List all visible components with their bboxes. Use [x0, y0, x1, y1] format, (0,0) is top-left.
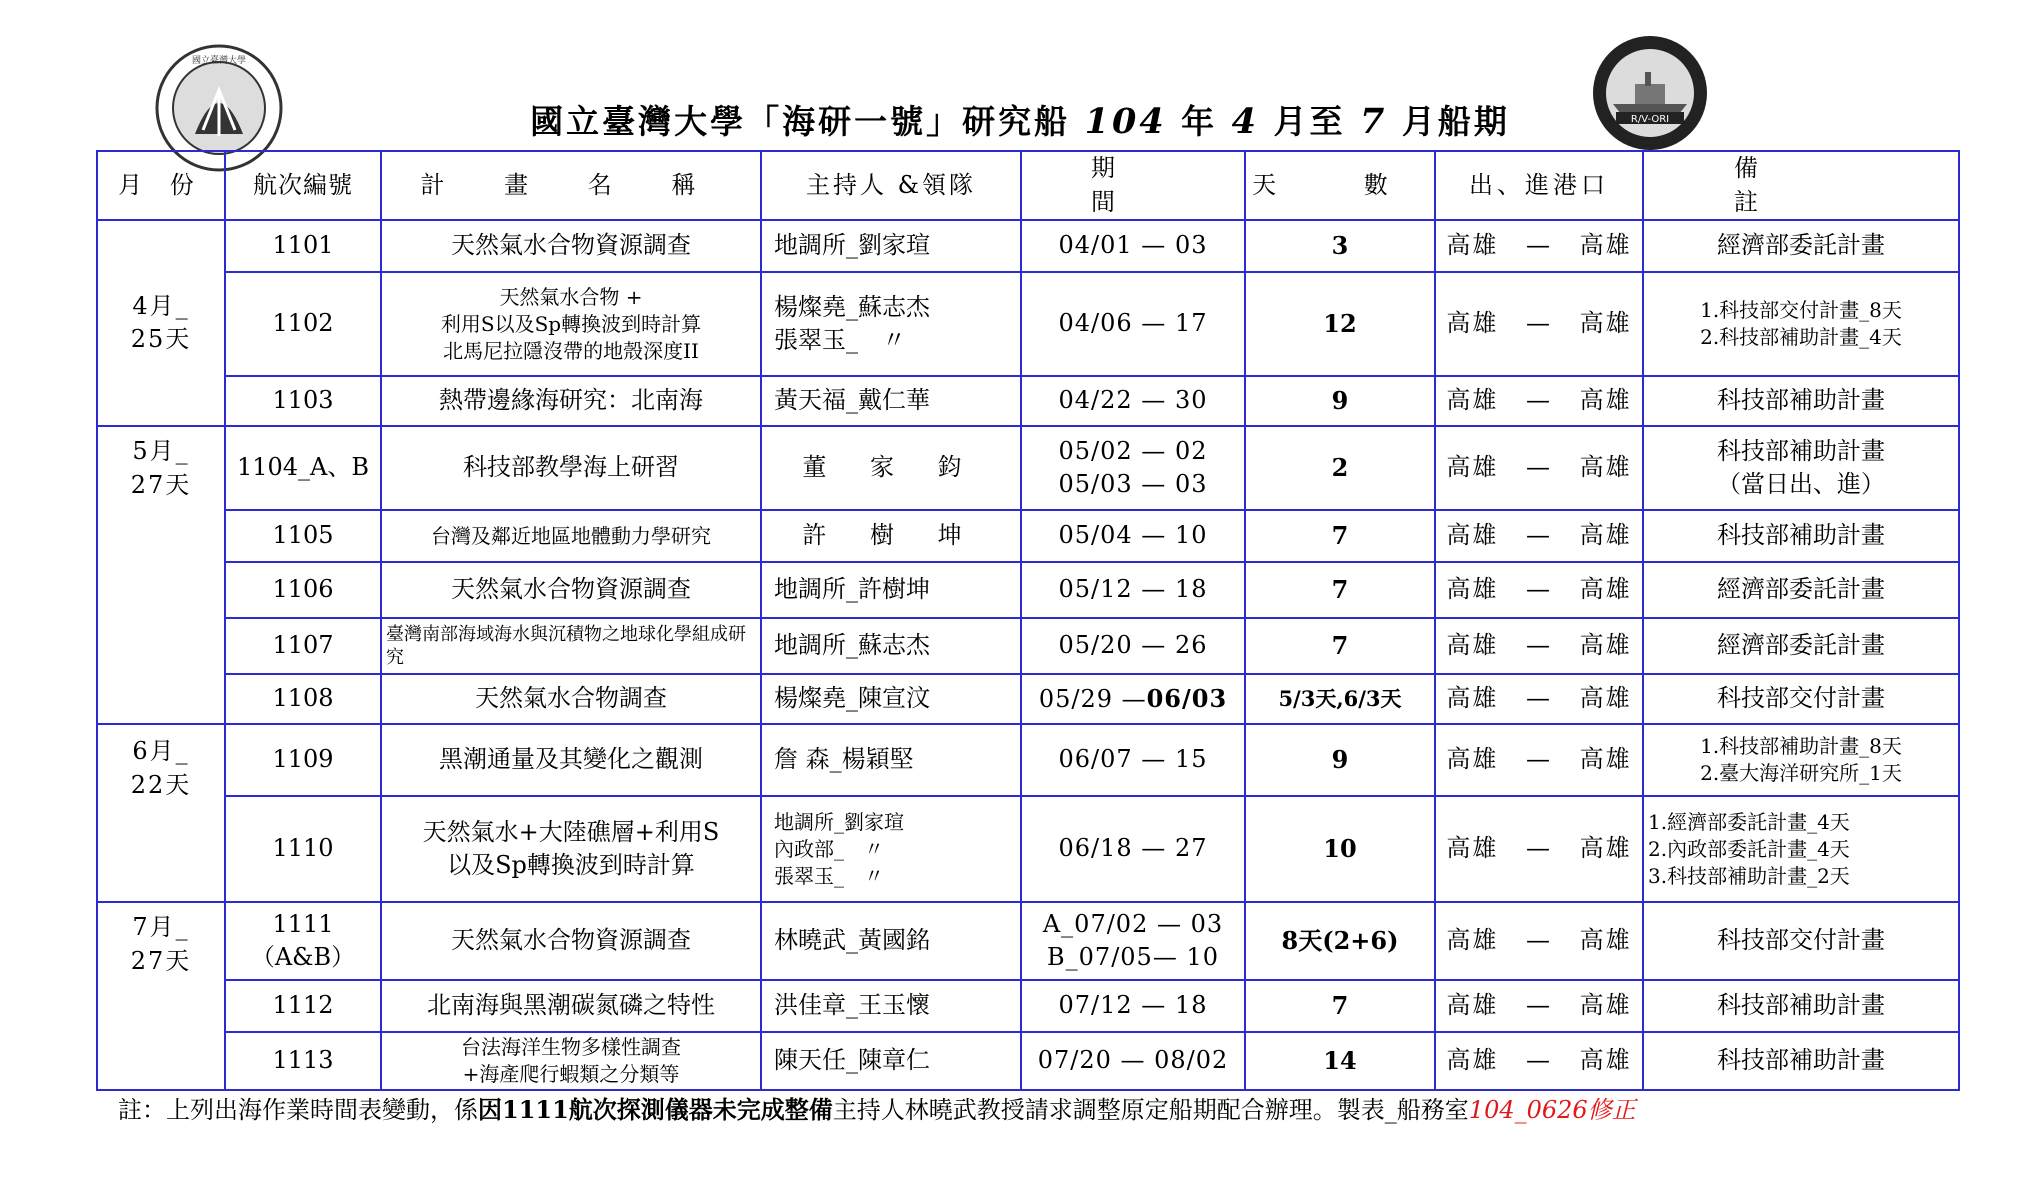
project-name: 天然氣水合物資源調查	[381, 902, 761, 980]
days: 12	[1245, 272, 1435, 376]
col-header-port: 出、進港口	[1435, 151, 1643, 220]
voyage-id: 1112	[225, 980, 381, 1032]
days: 3	[1245, 220, 1435, 272]
col-header-remarks: 備 註	[1643, 151, 1959, 220]
days: 9	[1245, 724, 1435, 796]
principal-investigator: 陳天任_陳章仁	[761, 1032, 1021, 1090]
col-header-pi: 主持人 &領隊	[761, 151, 1021, 220]
table-row	[97, 674, 1959, 724]
period: 05/12 — 18	[1021, 562, 1245, 618]
remarks: 1.科技部補助計畫_8天 2.臺大海洋研究所_1天	[1643, 724, 1959, 796]
principal-investigator: 許 樹 坤	[761, 510, 1021, 562]
remarks: 科技部補助計畫	[1643, 376, 1959, 426]
period: 07/20 — 08/02	[1021, 1032, 1245, 1090]
col-header-period: 期 間	[1021, 151, 1245, 220]
table-row	[97, 796, 1959, 902]
period: 04/01 — 03	[1021, 220, 1245, 272]
project-name: 臺灣南部海域海水與沉積物之地球化學組成研究	[381, 618, 761, 674]
voyage-id: 1108	[225, 674, 381, 724]
project-name: 熱帶邊緣海研究：北南海	[381, 376, 761, 426]
svg-text:國立臺灣大學: 國立臺灣大學	[191, 56, 247, 66]
voyage-id: 1110	[225, 796, 381, 902]
remarks: 科技部交付計畫	[1643, 674, 1959, 724]
principal-investigator: 地調所_劉家瑄 內政部_ 〃 張翠玉_ 〃	[761, 796, 1021, 902]
days: 8天(2+6)	[1245, 902, 1435, 980]
port: 高雄 — 高雄	[1435, 796, 1643, 902]
period: 05/29 —06/03	[1021, 674, 1245, 724]
period: 05/02 — 02 05/03 — 03	[1021, 426, 1245, 510]
voyage-id: 1107	[225, 618, 381, 674]
days: 10	[1245, 796, 1435, 902]
voyage-id: 1105	[225, 510, 381, 562]
principal-investigator: 楊燦堯_蘇志杰 張翠玉_ 〃	[761, 272, 1021, 376]
project-name: 天然氣水合物資源調查	[381, 562, 761, 618]
table-row	[97, 376, 1959, 426]
remarks: 科技部補助計畫	[1643, 1032, 1959, 1090]
days: 2	[1245, 426, 1435, 510]
principal-investigator: 地調所_劉家瑄	[761, 220, 1021, 272]
table-row	[97, 1032, 1959, 1090]
table-row	[97, 618, 1959, 674]
principal-investigator: 黃天福_戴仁華	[761, 376, 1021, 426]
port: 高雄 — 高雄	[1435, 426, 1643, 510]
month-cell: 6月_ 22天	[97, 724, 225, 902]
principal-investigator: 詹 森_楊穎堅	[761, 724, 1021, 796]
port: 高雄 — 高雄	[1435, 724, 1643, 796]
port: 高雄 — 高雄	[1435, 980, 1643, 1032]
voyage-id: 1109	[225, 724, 381, 796]
period: 04/06 — 17	[1021, 272, 1245, 376]
period: 04/22 — 30	[1021, 376, 1245, 426]
remarks: 科技部補助計畫	[1643, 980, 1959, 1032]
principal-investigator: 地調所_許樹坤	[761, 562, 1021, 618]
table-row	[97, 562, 1959, 618]
port: 高雄 — 高雄	[1435, 376, 1643, 426]
days: 14	[1245, 1032, 1435, 1090]
project-name: 天然氣水合物資源調查	[381, 220, 761, 272]
period: A_07/02 — 03 B_07/05— 10	[1021, 902, 1245, 980]
remarks: 1.經濟部委託計畫_4天 2.內政部委託計畫_4天 3.科技部補助計畫_2天	[1643, 796, 1959, 902]
principal-investigator: 楊燦堯_陳宣汶	[761, 674, 1021, 724]
voyage-id: 1101	[225, 220, 381, 272]
days: 7	[1245, 562, 1435, 618]
period: 06/07 — 15	[1021, 724, 1245, 796]
table-row	[97, 220, 1959, 272]
port: 高雄 — 高雄	[1435, 674, 1643, 724]
table-row	[97, 426, 1959, 510]
month-cell: 4月_ 25天	[97, 220, 225, 426]
days: 7	[1245, 618, 1435, 674]
project-name: 黑潮通量及其變化之觀測	[381, 724, 761, 796]
table-row	[97, 724, 1959, 796]
days: 9	[1245, 376, 1435, 426]
voyage-id: 1102	[225, 272, 381, 376]
port: 高雄 — 高雄	[1435, 220, 1643, 272]
voyage-id: 1111 （A&B）	[225, 902, 381, 980]
voyage-id: 1106	[225, 562, 381, 618]
principal-investigator: 林曉武_黃國銘	[761, 902, 1021, 980]
period: 06/18 — 27	[1021, 796, 1245, 902]
remarks: 科技部補助計畫 （當日出、進）	[1643, 426, 1959, 510]
table-row	[97, 980, 1959, 1032]
ship-schedule-table	[96, 150, 1960, 1091]
port: 高雄 — 高雄	[1435, 272, 1643, 376]
col-header-project: 計 畫 名 稱	[381, 151, 761, 220]
col-header-voyage-no: 航次編號	[225, 151, 381, 220]
project-name: 台灣及鄰近地區地體動力學研究	[381, 510, 761, 562]
remarks: 經濟部委託計畫	[1643, 562, 1959, 618]
principal-investigator: 董 家 鈞	[761, 426, 1021, 510]
footnote: 註：上列出海作業時間表變動，係因1111航次探測儀器未完成整備主持人林曉武教授請求調整原定船期配合辦理。製表_船務室104_0626修正	[118, 1095, 1636, 1124]
svg-text:R/V-ORI: R/V-ORI	[1630, 114, 1670, 125]
remarks: 科技部交付計畫	[1643, 902, 1959, 980]
days: 7	[1245, 510, 1435, 562]
principal-investigator: 洪佳章_王玉懷	[761, 980, 1021, 1032]
table-row	[97, 902, 1959, 980]
table-row	[97, 272, 1959, 376]
project-name: 天然氣水+大陸礁層+利用S 以及Sp轉換波到時計算	[381, 796, 761, 902]
remarks: 經濟部委託計畫	[1643, 618, 1959, 674]
remarks: 科技部補助計畫	[1643, 510, 1959, 562]
month-cell: 5月_ 27天	[97, 426, 225, 724]
page-title: 國立臺灣大學「海研一號」研究船 104 年 4 月至 7 月船期	[530, 101, 1510, 142]
days: 5/3天,6/3天	[1245, 674, 1435, 724]
voyage-id: 1103	[225, 376, 381, 426]
port: 高雄 — 高雄	[1435, 510, 1643, 562]
port: 高雄 — 高雄	[1435, 902, 1643, 980]
header-row	[97, 151, 1959, 220]
period: 05/04 — 10	[1021, 510, 1245, 562]
project-name: 天然氣水合物 + 利用S以及Sp轉換波到時計算 北馬尼拉隱沒帶的地殼深度II	[381, 272, 761, 376]
project-name: 科技部教學海上研習	[381, 426, 761, 510]
period: 05/20 — 26	[1021, 618, 1245, 674]
remarks: 經濟部委託計畫	[1643, 220, 1959, 272]
project-name: 北南海與黑潮碳氮磷之特性	[381, 980, 761, 1032]
voyage-id: 1113	[225, 1032, 381, 1090]
days: 7	[1245, 980, 1435, 1032]
port: 高雄 — 高雄	[1435, 562, 1643, 618]
port: 高雄 — 高雄	[1435, 618, 1643, 674]
table-row	[97, 510, 1959, 562]
col-header-month: 月 份	[97, 151, 225, 220]
voyage-id: 1104_A、B	[225, 426, 381, 510]
remarks: 1.科技部交付計畫_8天 2.科技部補助計畫_4天	[1643, 272, 1959, 376]
project-name: 天然氣水合物調查	[381, 674, 761, 724]
principal-investigator: 地調所_蘇志杰	[761, 618, 1021, 674]
month-cell: 7月_ 27天	[97, 902, 225, 1090]
port: 高雄 — 高雄	[1435, 1032, 1643, 1090]
col-header-days: 天 數	[1245, 151, 1435, 220]
period: 07/12 — 18	[1021, 980, 1245, 1032]
project-name: 台法海洋生物多樣性調查 +海產爬行蝦類之分類等	[381, 1032, 761, 1090]
